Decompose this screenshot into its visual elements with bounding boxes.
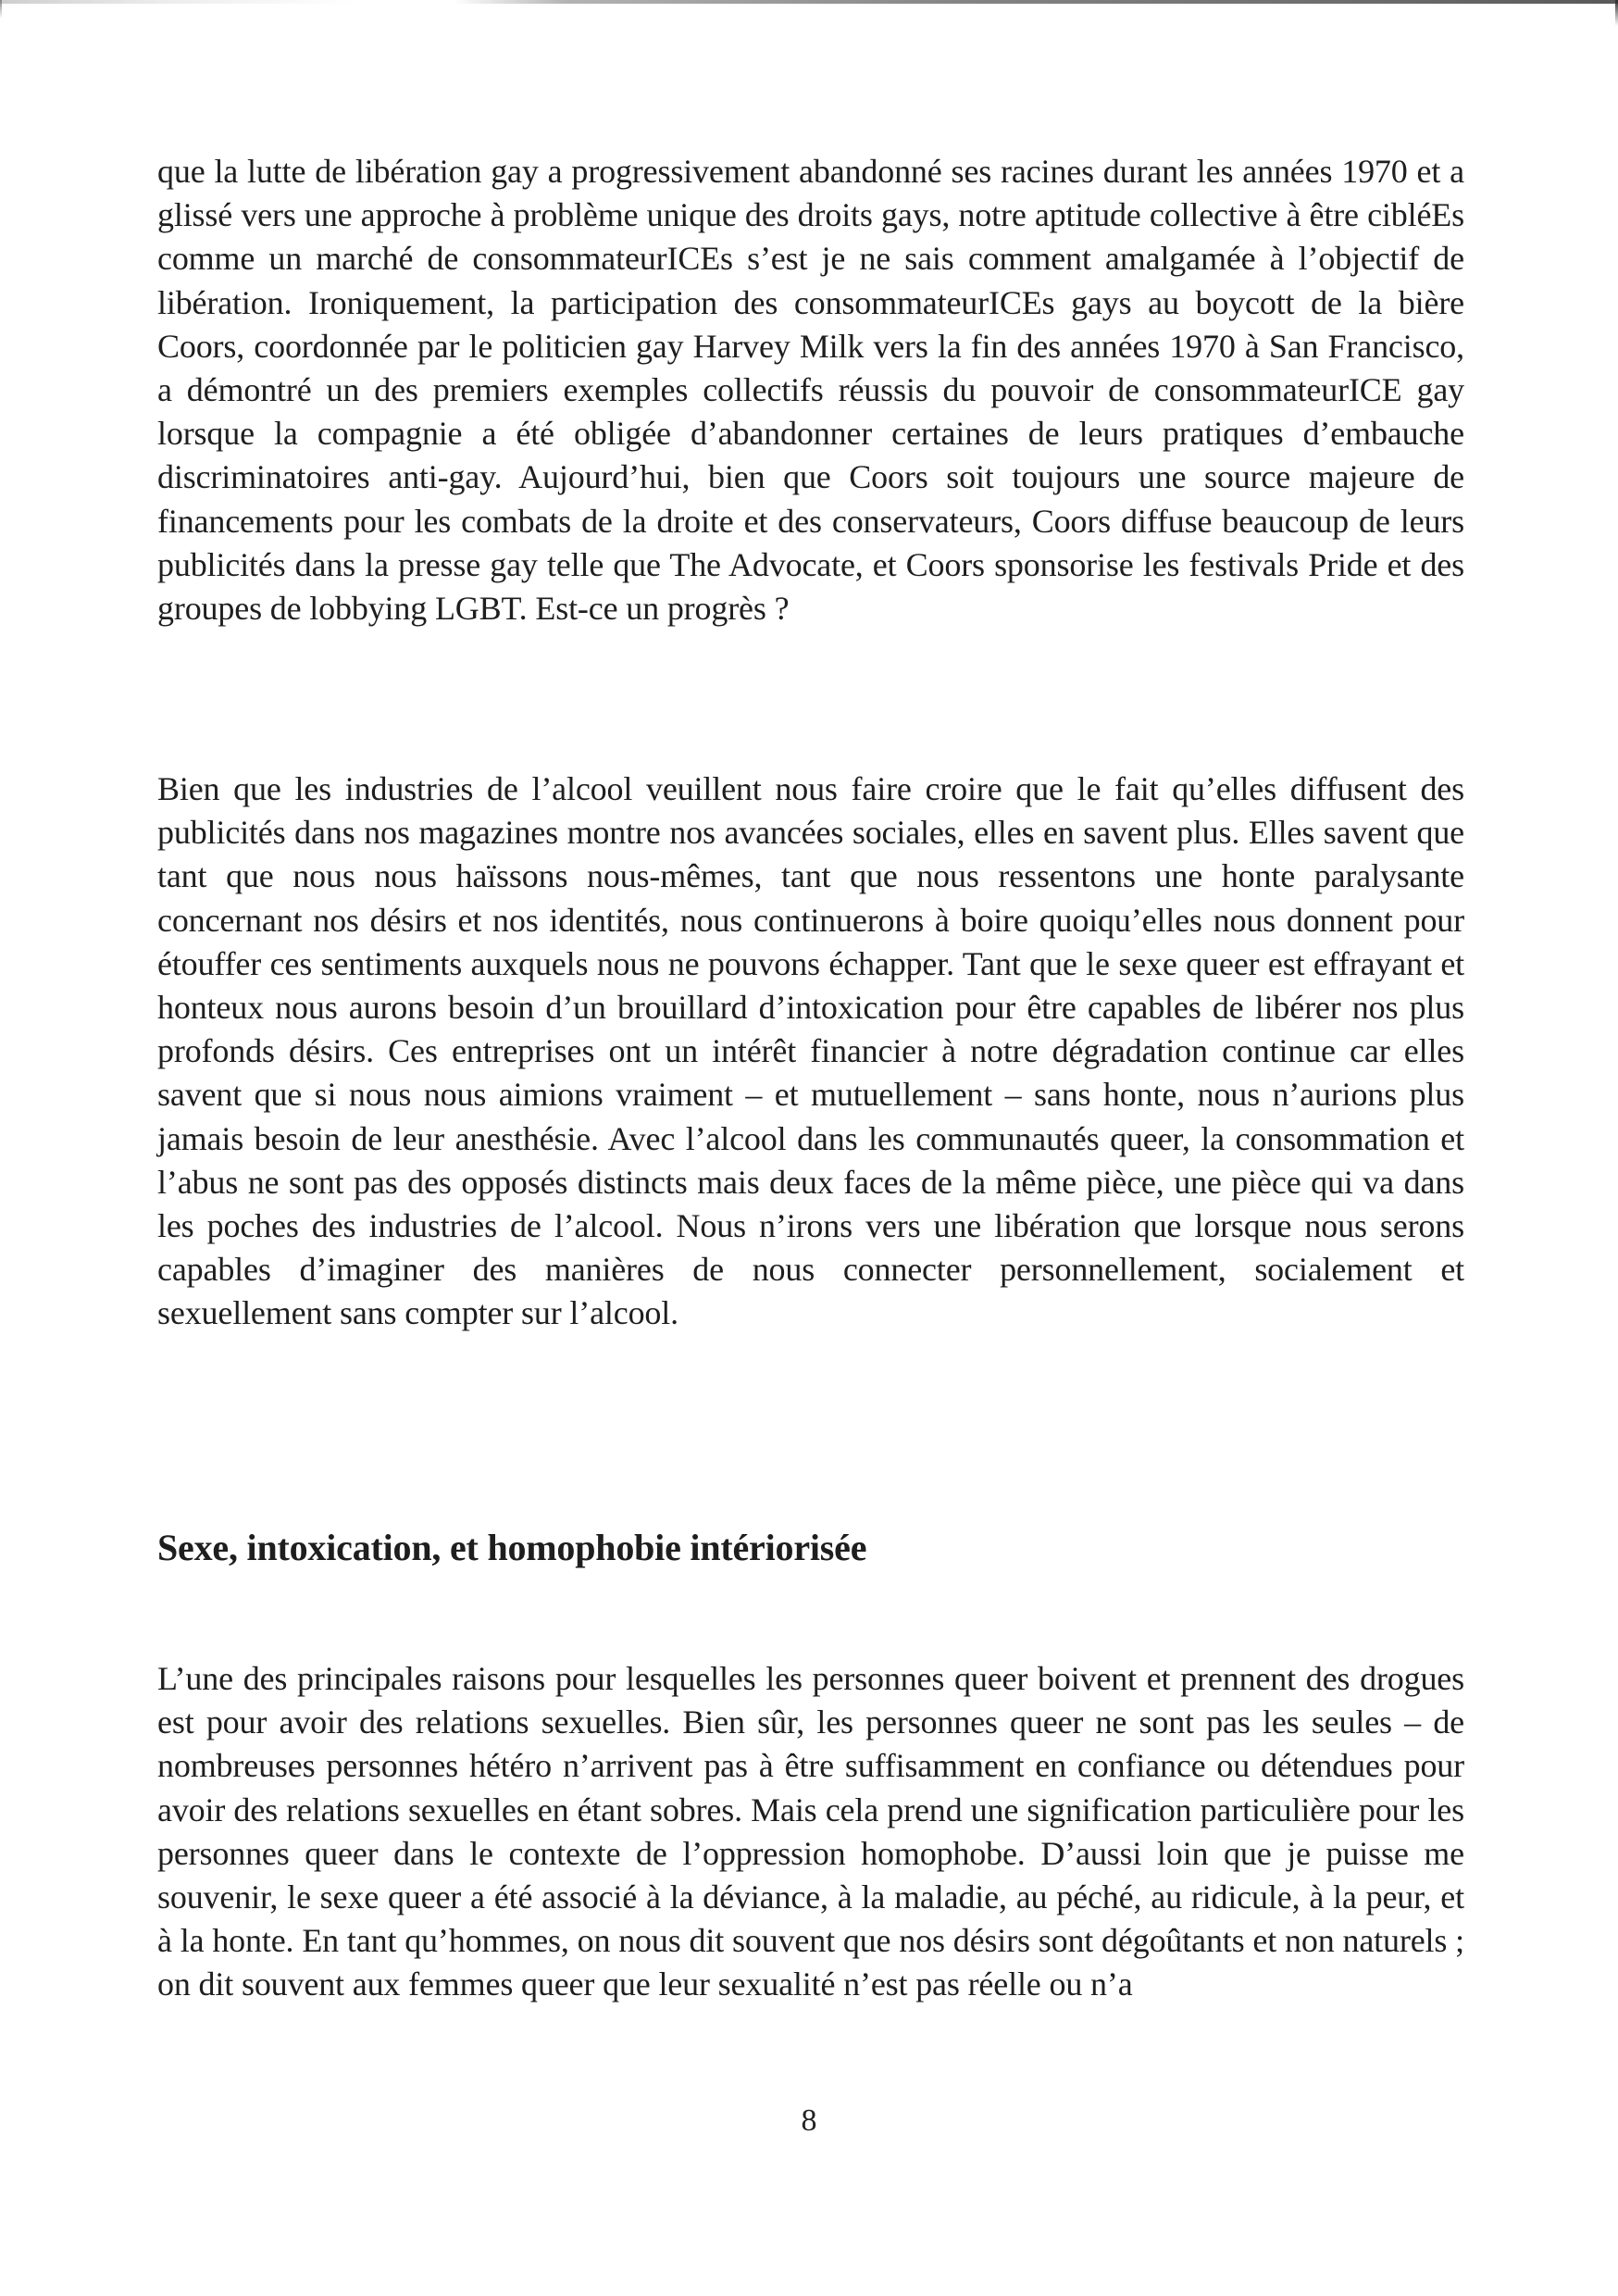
paragraph-coors-boycott: que la lutte de libération gay a progressivement abandonné ses racines durant les années 1970 et a glissé vers une approche à problème unique des droits gays, notre aptitude collective à être cibléEs comme un marché de consommateurICEs s’est je ne sais comment amalgamée à l’objectif de libération. Ironiquement, la participation des consommateurICEs gays au boycott de la bière Coors, coordonnée par le politicien gay Harvey Milk vers la fin des années 1970 à San Francisco, a démontré un des premiers exemples collectifs réussis du pouvoir de consommateurICE gay lorsque la compagnie a été obligée d’abandonner certaines de leurs pratiques d’embauche discriminatoires anti-gay. Aujourd’hui, bien que Coors soit toujours une source majeure de financements pour les combats de la droite et des conservateurs, Coors diffuse beaucoup de leurs publicités dans la presse gay telle que The Advocate, et Coors sponsorise les festivals Pride et des groupes de lobbying LGBT. Est-ce un progrès ? [157, 153, 1464, 628]
scan-shadow-top [0, 0, 1618, 4]
section-heading: Sexe, intoxication, et homophobie intériorisée [157, 1527, 867, 1568]
paragraph-alcohol-industry: Bien que les industries de l’alcool veuillent nous faire croire que le fait qu’elles diffusent des publicités dans nos magazines montre nos avancées sociales, elles en savent plus. Elles savent que tant que nous nous haïssons nous-mêmes, tant que nous ressentons une honte paralysante concernant nos désirs et nos identités, nous continuerons à boire quoiqu’elles nous donnent pour étouffer ces sentiments auxquels nous ne pouvons échapper. Tant que le sexe queer est effrayant et honteux nous aurons besoin d’un brouillard d’intoxication pour être capables de libérer nos plus profonds désirs. Ces entreprises ont un intérêt financier à notre dégradation continue car elles savent que si nous nous aimions vraiment – et mutuellement – sans honte, nous n’aurions plus jamais besoin de leur anesthésie. Avec l’alcool dans les communautés queer, la consommation et l’abus ne sont pas des opposés distincts mais deux faces de la même pièce, une pièce qui va dans les poches des industries de l’alcool. Nous n’irons vers une libération que lorsque nous serons capables d’imaginer des manières de nous connecter personnellement, socialement et sexuellement sans compter sur l’alcool. [157, 770, 1464, 1332]
page-number: 8 [801, 2103, 817, 2138]
scan-shadow-left [0, 0, 2, 19]
paragraph-sex-intoxication: L’une des principales raisons pour lesquelles les personnes queer boivent et prennent des drogues est pour avoir des relations sexuelles. Bien sûr, les personnes queer ne sont pas les seules – de nombreuses personnes hétéro n’arrivent pas à être suffisamment en confiance ou détendues pour avoir des relations sexuelles en étant sobres. Mais cela prend une signification particulière pour les personnes queer dans le contexte de l’oppression homophobe. D’aussi loin que je puisse me souvenir, le sexe queer a été associé à la déviance, à la maladie, au péché, au ridicule, à la peur, et à la honte. En tant qu’hommes, on nous dit souvent que nos désirs sont dégoûtants et non naturels ; on dit souvent aux femmes queer que leur sexualité n’est pas réelle ou n’a [157, 1660, 1464, 2003]
